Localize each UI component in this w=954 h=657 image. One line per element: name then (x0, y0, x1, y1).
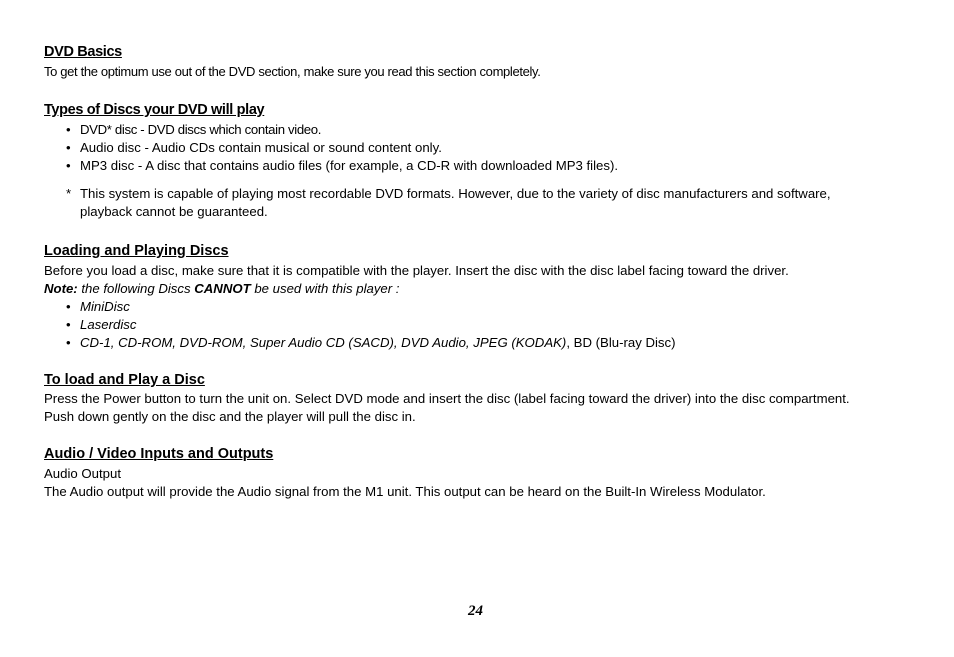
load-play-line1: Press the Power button to turn the unit on. Select DVD mode and insert the disc (label facing toward the driver) into the disc compartment. (44, 391, 850, 406)
list-item: • MiniDisc (66, 299, 130, 314)
bullet: • (66, 122, 71, 137)
dvd-basics-intro: To get the optimum use out of the DVD section, make sure you read this section completely. (44, 64, 541, 79)
bullet: • (66, 158, 71, 173)
bullet: • (66, 335, 71, 350)
list-item: • Audio disc - Audio CDs contain musical or sound content only. (66, 140, 442, 155)
av-body: The Audio output will provide the Audio signal from the M1 unit. This output can be heard on the Built-In Wireless Modulator. (44, 484, 766, 499)
bullet: • (66, 317, 71, 332)
footnote-text: This system is capable of playing most recordable DVD formats. However, due to the variety of disc manufacturers and software, playback cannot be guaranteed. (80, 186, 831, 219)
heading-dvd-basics: DVD Basics (44, 44, 122, 60)
list-item: • MP3 disc - A disc that contains audio files (for example, a CD-R with downloaded MP3 files). (66, 158, 618, 173)
bullet: • (66, 140, 71, 155)
loading-note: Note: the following Discs CANNOT be used with this player : (44, 281, 400, 296)
load-play-line2: Push down gently on the disc and the player will pull the disc in. (44, 409, 416, 424)
heading-av-io: Audio / Video Inputs and Outputs (44, 446, 274, 462)
list-item: • CD-1, CD-ROM, DVD-ROM, Super Audio CD (SACD), DVD Audio, JPEG (KODAK), BD (Blu-ray Disc) (66, 335, 676, 350)
heading-types-of-discs: Types of Discs your DVD will play (44, 102, 265, 118)
heading-load-play: To load and Play a Disc (44, 372, 205, 388)
loading-body: Before you load a disc, make sure that it is compatible with the player. Insert the disc with the disc label facing toward the driver. (44, 263, 789, 278)
av-subheading: Audio Output (44, 466, 121, 481)
heading-loading-playing: Loading and Playing Discs (44, 243, 229, 259)
footnote-mark: * (66, 186, 72, 201)
list-item: • DVD* disc - DVD discs which contain video. (66, 122, 322, 137)
bullet: • (66, 299, 71, 314)
page-number: 24 (468, 603, 483, 619)
list-item: • Laserdisc (66, 317, 137, 332)
